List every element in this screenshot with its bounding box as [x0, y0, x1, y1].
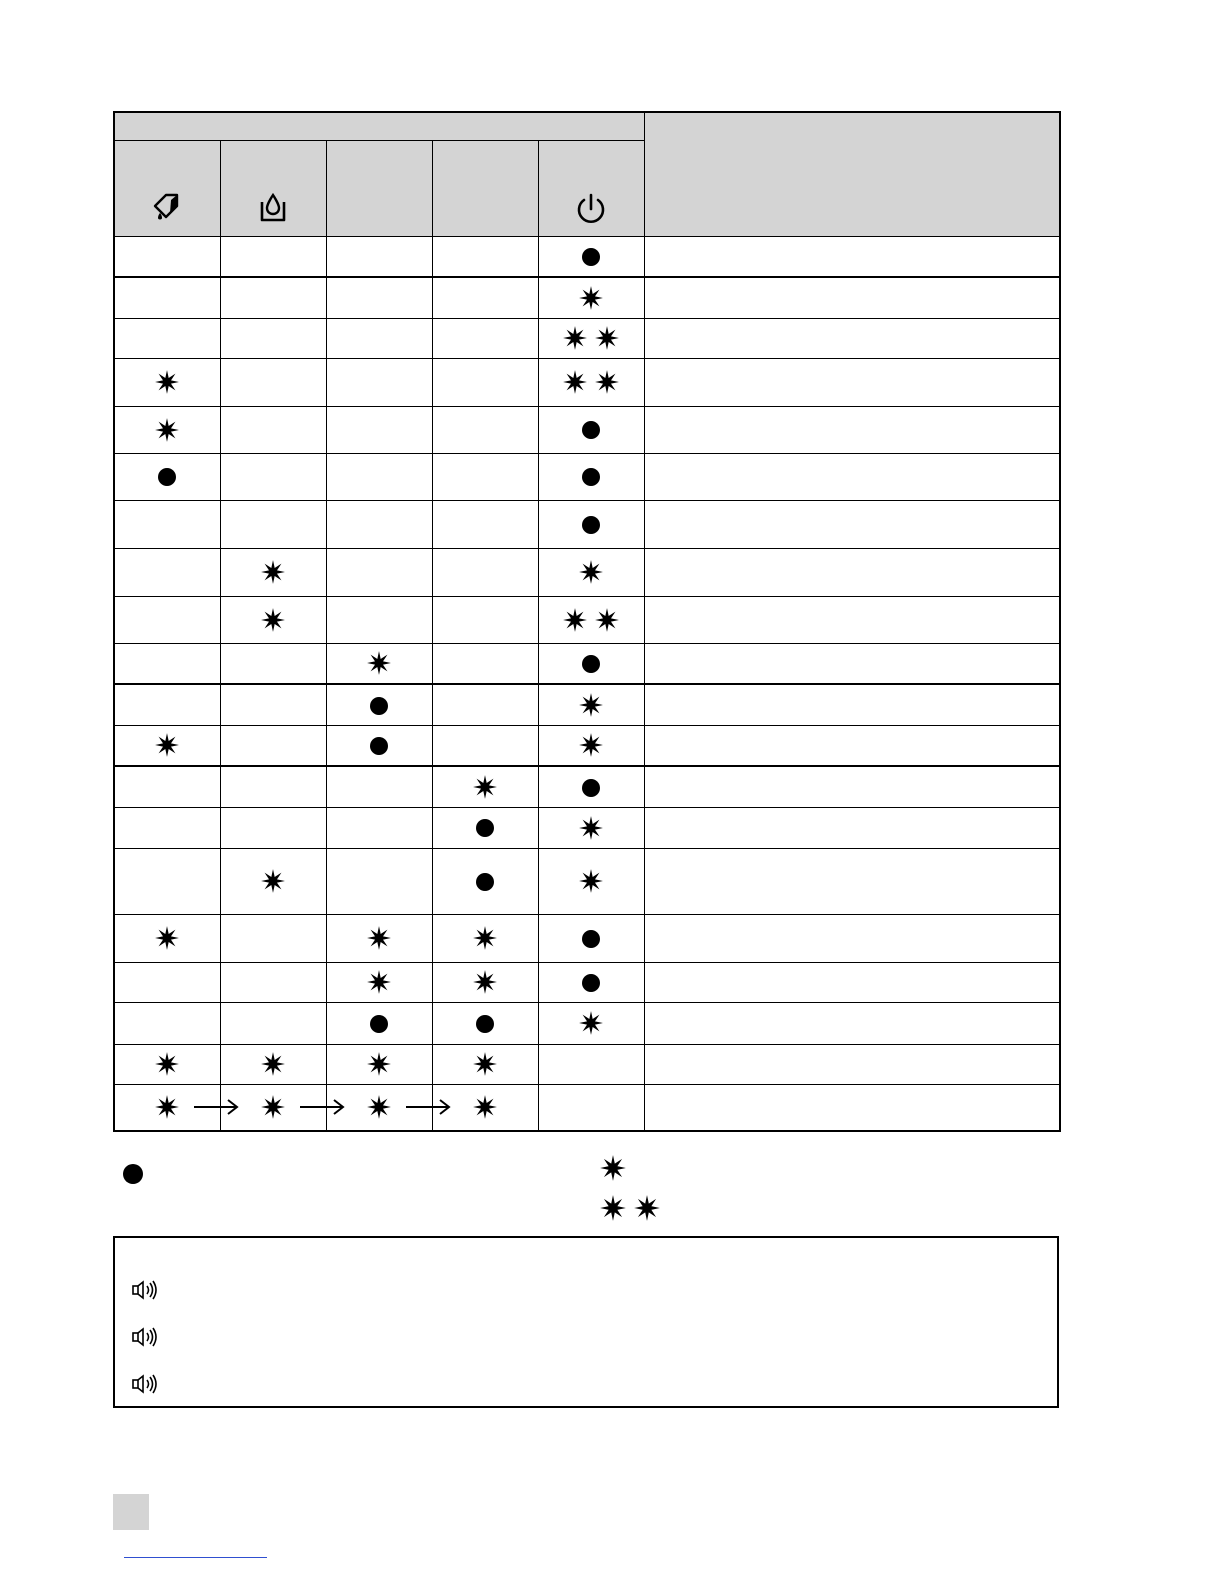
indicator-cell — [114, 548, 220, 596]
flashing-star-icon — [366, 969, 392, 995]
indicator-cell — [220, 684, 326, 725]
solid-dot-icon — [582, 655, 600, 673]
table-row — [114, 1002, 1060, 1044]
row-description — [644, 807, 1060, 848]
sound-signal-box — [113, 1236, 1059, 1408]
indicator-cell — [220, 1044, 326, 1084]
indicator-cell — [538, 807, 644, 848]
indicator-cell — [220, 596, 326, 643]
flashing-star-icon — [578, 692, 604, 718]
table-row — [114, 453, 1060, 500]
indicator-cell — [538, 277, 644, 318]
table-row — [114, 358, 1060, 406]
flashing-star-icon — [562, 325, 588, 351]
table-row — [114, 318, 1060, 358]
column-header-4 — [432, 140, 538, 236]
table-row — [114, 1044, 1060, 1084]
indicator-cell — [432, 1084, 538, 1131]
row-description — [644, 725, 1060, 766]
indicator-cell — [432, 725, 538, 766]
indicator-cell — [220, 548, 326, 596]
row-description — [644, 453, 1060, 500]
flashing-star-icon — [594, 369, 620, 395]
indicator-cell — [326, 548, 432, 596]
table-row — [114, 684, 1060, 725]
row-description — [644, 358, 1060, 406]
row-description — [644, 318, 1060, 358]
flashing-star-icon — [366, 650, 392, 676]
column-header-water — [220, 140, 326, 236]
flashing-star-icon — [578, 868, 604, 894]
row-description — [644, 848, 1060, 914]
sound-row-2 — [131, 1325, 159, 1349]
indicator-cell — [114, 848, 220, 914]
solid-dot-icon — [158, 468, 176, 486]
table-row — [114, 725, 1060, 766]
indicator-cell — [220, 766, 326, 807]
indicator-cell — [326, 1044, 432, 1084]
indicator-cell — [220, 406, 326, 453]
row-description — [644, 548, 1060, 596]
indicator-cell — [538, 358, 644, 406]
solid-dot-icon — [582, 930, 600, 948]
indicator-cell — [432, 453, 538, 500]
flashing-star-icon — [260, 559, 286, 585]
indicator-cell — [114, 725, 220, 766]
indicator-cell — [432, 1002, 538, 1044]
indicator-cell — [114, 914, 220, 962]
solid-dot-icon — [582, 974, 600, 992]
indicator-cell — [538, 596, 644, 643]
solid-dot-icon — [582, 421, 600, 439]
indicator-cell — [114, 684, 220, 725]
table-row — [114, 643, 1060, 684]
row-description — [644, 684, 1060, 725]
indicator-cell — [114, 643, 220, 684]
indicator-cell — [114, 596, 220, 643]
indicator-cell — [220, 358, 326, 406]
table-row — [114, 596, 1060, 643]
indicator-cell — [114, 318, 220, 358]
row-description — [644, 962, 1060, 1002]
solid-dot-icon — [582, 468, 600, 486]
indicator-cell — [326, 358, 432, 406]
flashing-star-icon — [578, 815, 604, 841]
tag-icon — [149, 190, 185, 230]
solid-dot-icon — [476, 873, 494, 891]
status-indicator-table — [113, 111, 1061, 1132]
indicator-cell — [326, 962, 432, 1002]
indicator-cell — [220, 277, 326, 318]
indicator-cell — [538, 725, 644, 766]
solid-dot-icon — [476, 1015, 494, 1033]
solid-dot-icon — [123, 1164, 143, 1184]
indicator-cell — [432, 358, 538, 406]
flashing-star-icon — [260, 1094, 286, 1120]
flashing-star-icon — [366, 1094, 392, 1120]
double-star-pair — [559, 609, 623, 628]
flashing-star-icon — [578, 1010, 604, 1036]
indicator-cell — [114, 277, 220, 318]
column-header-power — [538, 140, 644, 236]
double-star-pair — [559, 328, 623, 347]
indicator-cell — [326, 643, 432, 684]
indicator-cell — [220, 453, 326, 500]
indicator-cell — [432, 277, 538, 318]
indicator-cell — [432, 766, 538, 807]
indicator-cell — [538, 453, 644, 500]
row-description — [644, 406, 1060, 453]
flashing-star-icon — [594, 607, 620, 633]
indicator-cell — [538, 318, 644, 358]
indicator-cell — [114, 1044, 220, 1084]
table-row — [114, 914, 1060, 962]
row-description — [644, 277, 1060, 318]
indicator-cell — [114, 358, 220, 406]
indicator-cell — [432, 1044, 538, 1084]
flashing-star-icon — [472, 969, 498, 995]
indicator-cell — [432, 807, 538, 848]
indicator-cell — [326, 406, 432, 453]
speaker-icon — [131, 1278, 159, 1302]
page-number-box — [113, 1494, 149, 1530]
symbol-legend — [113, 1150, 1061, 1228]
legend-star — [599, 1154, 627, 1182]
indicator-cell — [326, 766, 432, 807]
row-description — [644, 914, 1060, 962]
table-row — [114, 848, 1060, 914]
indicator-cell — [114, 766, 220, 807]
indicator-cell — [432, 962, 538, 1002]
indicator-cell — [538, 848, 644, 914]
column-header-tag — [114, 140, 220, 236]
power-icon — [574, 192, 608, 230]
indicator-cell — [538, 962, 644, 1002]
flashing-star-icon — [472, 1094, 498, 1120]
flashing-star-icon — [594, 325, 620, 351]
table-row — [114, 807, 1060, 848]
solid-dot-icon — [370, 737, 388, 755]
speaker-icon — [131, 1325, 159, 1349]
flashing-star-icon — [562, 369, 588, 395]
indicator-cell — [432, 643, 538, 684]
flashing-star-icon — [578, 559, 604, 585]
footer-link-underline — [124, 1557, 267, 1558]
sequence-arrow-icon — [405, 1097, 451, 1117]
indicator-cell — [326, 725, 432, 766]
indicator-cell — [538, 500, 644, 548]
indicator-cell — [326, 500, 432, 548]
indicator-cell — [220, 1002, 326, 1044]
indicator-cell — [220, 500, 326, 548]
column-header-3 — [326, 140, 432, 236]
indicator-cell — [432, 500, 538, 548]
flashing-star-icon — [578, 285, 604, 311]
indicator-cell — [326, 277, 432, 318]
description-header — [644, 112, 1060, 236]
indicator-cell — [114, 1002, 220, 1044]
row-description — [644, 596, 1060, 643]
indicator-cell — [538, 684, 644, 725]
row-description — [644, 236, 1060, 277]
row-description — [644, 500, 1060, 548]
indicator-cell — [220, 914, 326, 962]
indicator-cell — [114, 406, 220, 453]
flashing-star-icon — [578, 732, 604, 758]
indicator-cell — [114, 500, 220, 548]
flashing-star-icon — [633, 1194, 661, 1222]
legend-double-star — [599, 1194, 661, 1222]
flashing-star-icon — [472, 1051, 498, 1077]
indicator-cell — [220, 962, 326, 1002]
table-row — [114, 1084, 1060, 1131]
solid-dot-icon — [476, 819, 494, 837]
sound-row-1 — [131, 1278, 159, 1302]
indicator-cell — [326, 318, 432, 358]
table-row — [114, 236, 1060, 277]
indicator-cell — [326, 807, 432, 848]
indicator-cell — [114, 807, 220, 848]
solid-dot-icon — [582, 248, 600, 266]
double-star-pair — [559, 372, 623, 391]
indicator-cell — [432, 848, 538, 914]
indicator-cell — [432, 236, 538, 277]
row-description — [644, 643, 1060, 684]
indicator-cell — [114, 962, 220, 1002]
indicator-cell — [220, 643, 326, 684]
solid-dot-icon — [370, 1015, 388, 1033]
flashing-star-icon — [366, 1051, 392, 1077]
sound-row-3 — [131, 1372, 159, 1396]
indicator-cell — [432, 596, 538, 643]
flashing-star-icon — [154, 417, 180, 443]
flashing-star-icon — [154, 1051, 180, 1077]
indicator-cell — [114, 453, 220, 500]
indicator-cell — [220, 807, 326, 848]
flashing-star-icon — [154, 1094, 180, 1120]
sequence-arrow-icon — [299, 1097, 345, 1117]
flashing-star-icon — [599, 1194, 627, 1222]
speaker-icon — [131, 1372, 159, 1396]
indicator-cell — [432, 318, 538, 358]
solid-dot-icon — [370, 697, 388, 715]
indicator-cell — [326, 1002, 432, 1044]
indicator-cell — [432, 684, 538, 725]
solid-dot-icon — [582, 779, 600, 797]
legend-dot — [123, 1164, 143, 1184]
row-description — [644, 766, 1060, 807]
flashing-star-icon — [472, 774, 498, 800]
flashing-star-icon — [260, 1051, 286, 1077]
indicator-cell — [220, 725, 326, 766]
indicator-cell — [326, 596, 432, 643]
sequence-arrow-icon — [193, 1097, 239, 1117]
indicator-cell — [538, 1084, 644, 1131]
indicator-cell — [220, 236, 326, 277]
flashing-star-icon — [260, 868, 286, 894]
table-row — [114, 962, 1060, 1002]
flashing-star-icon — [260, 607, 286, 633]
table-row — [114, 766, 1060, 807]
flashing-star-icon — [154, 369, 180, 395]
table-row — [114, 548, 1060, 596]
indicator-group-header — [114, 112, 644, 140]
flashing-star-icon — [154, 732, 180, 758]
table-row — [114, 406, 1060, 453]
indicator-cell — [326, 848, 432, 914]
flashing-star-icon — [472, 925, 498, 951]
flashing-star-icon — [562, 607, 588, 633]
indicator-cell — [538, 236, 644, 277]
indicator-cell — [432, 406, 538, 453]
indicator-cell — [538, 766, 644, 807]
solid-dot-icon — [582, 516, 600, 534]
indicator-cell — [432, 548, 538, 596]
flashing-star-icon — [599, 1154, 627, 1182]
row-description — [644, 1044, 1060, 1084]
indicator-cell — [432, 914, 538, 962]
indicator-cell — [538, 914, 644, 962]
indicator-cell — [220, 318, 326, 358]
indicator-cell — [114, 236, 220, 277]
indicator-cell — [538, 643, 644, 684]
water-drop-icon — [257, 192, 289, 230]
row-description — [644, 1002, 1060, 1044]
indicator-cell — [538, 1044, 644, 1084]
indicator-cell — [538, 1002, 644, 1044]
flashing-star-icon — [154, 925, 180, 951]
row-description — [644, 1084, 1060, 1131]
table-row — [114, 277, 1060, 318]
indicator-cell — [326, 914, 432, 962]
flashing-star-icon — [366, 925, 392, 951]
indicator-cell — [538, 548, 644, 596]
table-row — [114, 500, 1060, 548]
indicator-cell — [538, 406, 644, 453]
indicator-cell — [326, 453, 432, 500]
indicator-cell — [326, 684, 432, 725]
indicator-cell — [326, 236, 432, 277]
indicator-cell — [220, 848, 326, 914]
